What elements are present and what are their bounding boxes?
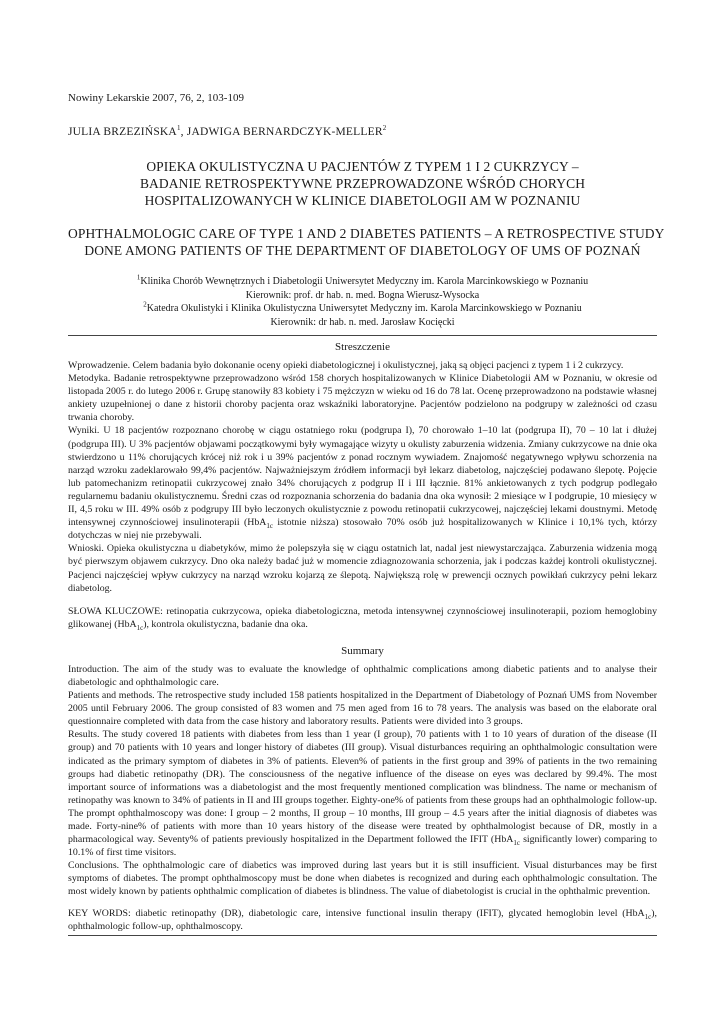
streszczenie-heading: Streszczenie [335,341,390,353]
journal-citation: Nowiny Lekarskie 2007, 76, 2, 103-109 [68,92,244,104]
affiliation-2-mark: 2 [143,300,147,309]
author-1-affil-mark: 1 [176,124,181,133]
summary-heading: Summary [341,644,384,657]
abstract-en-methods: Patients and methods. The retrospective study included 158 patients hospitalized in the Department of Diabetology of Poznań UMS from November 2005 until February 2006. The group consisted of 83 women and 75 men aged from 16 to 78 years. The analysis was based on the elaborate oral questionnaire completed with data from the case history and laboratory results. Patients were divided into 3 groups. [68,690,657,728]
author-line [68,126,657,138]
affiliation-1-head: Kierownik: prof. dr hab. n. med. Bogna Wierusz-Wysocka [245,289,480,301]
affiliations [68,275,657,329]
title-polish-line: BADANIE RETROSPEKTYWNE PRZEPROWADZONE WŚRÓD CHORYCH [139,176,586,191]
abstract-pl-results-text-end: istotnie niższa) stosowało 70% osób już hospitalizowanych w Klinice i 10,1% tych, którzy dotychczas w niej nie przebywali. [68,517,658,542]
abstract-pl-conclusions: Wnioski. Opieka okulistyczna u diabetyków, mimo że polepszyła się w ciągu ostatnich lat, nadal jest niewystarczająca. Zaburzenia widzenia mogą być pierwszym objawem cukrzycy. Dno oka należy badać już w momencie zdiagnozowania schorzenia, jak i podczas każdej kontroli okulistycznej. Pacjenci najczęściej wpływ cukrzycy na narząd wzroku kojarzą ze ślepotą. Największą rolę w prewencji ocznych powikłań cukrzycy pełni lekarz diabetolog. [68,543,657,594]
divider [68,935,657,936]
hba1c-subscript: 1c [266,522,273,531]
keywords-en-text: KEY WORDS: diabetic retinopathy (DR), diabetologic care, intensive functional insulin therapy (IFIT), glycated hemoglobin level (HbA [68,907,645,919]
abstract-pl-results-text: Wyniki. U 18 pacjentów rozpoznano chorobę w ciągu ostatniego roku (podgrupa I), 70 chorowało 1–10 lat (podgrupa II), 70 – 10 lat i dłużej (podgrupa III). U 3% pacjentów objawami początkowymi były wymagające wizyty u okulisty zaburzenia widzenia. Zmiany cukrzycowe na dnie oka stwierdzono u 11% chorujących krócej niż rok i u 39% pacjentów z ponad rocznym wywiadem. Znajomość negatywnego wpływu schorzenia na narząd wzroku zadeklarowało 99,4% pacjentów. Najważniejszym źródłem informacji był lekarz diabetolog, najczęściej podawano ślepotę. Pojęcie lub patomechanizm retinopatii cukrzycowej znało 34% chorujących z podgrup II i III łącznie. 81% ankietowanych z tych podgrup podlegało regularnemu badaniu okulistycznemu. Średni czas od rozpoznania schorzenia do badania dna oka wynosił: 2 miesiące w I podgrupie, 10 miesięcy w II, 4,5 roku w III. 49% osób z podgrupy III było leczonych okulistycznie z powodu retinopatii cukrzycowej, najczęściej lekami doustnymi. Metodę intensywnej czynnościowej insulinoterapii (HbA [68,425,657,529]
abstract-en-results-text: Results. The study covered 18 patients with diabetes from less than 1 year (I group), 70 patients with 1 to 10 years of duration of the disease (II group) and 70 patients with 10 years and longer history of diabetes (III group). Visual disturbances requiring an ophthalmologic consultation were indicated as the primary symptom of diabetes in 3% of patients. Eleven% of patients in the first group and 39% of patients in the two remaining groups had diabetic retinopathy (DR). The consciousness of the negative influence of the disease on eyes was declared by 99.4%. The most important source of informations was a diabetologist and the most frequently mentioned complication was blindness. The name or mechanism of retinopathy was known to 34% of patients in II and III groups together. Eighty-one% of patients from these groups had an ophthalmologic follow-up. The prompt ophthalmoscopy was done: I group – 2 months, II group – 10 months, III group – 4.5 years after the initial diagnosis of diabetes was made. Forty-nine% of patients with more than 10 years history of the disease were treated by ophthalmologist because of DR, mostly in a pharmacological way. Seventy% of patients previously hospitalized in the Department followed the IFIT (HbA [68,729,657,846]
hba1c-subscript: 1c [136,623,144,632]
abstract-en-results [68,728,657,859]
abstract-polish [68,359,657,595]
author-1: JULIA BRZEZIŃSKA [68,126,177,138]
keywords-pl-text: SŁOWA KLUCZOWE: retinopatia cukrzycowa, opieka diabetologiczna, metoda intensywnej czynnościowej insulinoterapii, poziom hemoglobiny glikowanej (HbA [68,605,657,630]
hba1c-subscript: 1c [644,912,652,921]
divider [68,335,657,336]
abstract-en-results-text-end: significantly lower) comparing to 10.1% of first time visitors. [68,834,658,859]
abstract-pl-methods: Metodyka. Badanie retrospektywne przeprowadzono wśród 158 chorych hospitalizowanych w Klinice Diabetologii AM w Poznaniu, w okresie od listopada 2005 r. do lutego 2006 r. Grupę stanowiły 83 kobiety i 75 mężczyzn w wieku od 16 do 78 lat. Ocenę przeprowadzono na podstawie własnej ankiety uzupełnionej o dane z historii choroby pacjenta oraz wskaźniki laboratoryjne. Pacjentów podzielono na podgrupy w zależności od czasu trwania choroby. [68,373,657,424]
affiliation-1-text: Klinika Chorób Wewnętrznych i Diabetologii Uniwersytet Medyczny im. Karola Marcinkowskiego w Poznaniu [140,276,589,287]
affiliation-2-text: Katedra Okulistyki i Klinika Okulistyczna Uniwersytet Medyczny im. Karola Marcinkowskiego w Poznaniu [146,303,582,314]
author-2-affil-mark: 2 [382,124,387,133]
abstract-pl-introduction: Wprowadzenie. Celem badania było dokonanie oceny opieki diabetologicznej i okulistycznej, jaką są objęci pacjenci z typem 1 i 2 cukrzycy. [68,360,624,371]
title-english [68,225,665,259]
keywords-polish [68,605,657,631]
keywords-english [68,907,657,933]
affiliation-2 [68,302,657,316]
affiliation-1-mark: 1 [136,273,141,282]
keywords-en-text-end: ), ophthalmologic follow-up, ophthalmoscopy. [68,907,657,932]
hba1c-subscript: 1c [513,839,520,848]
abstract-pl-results [68,424,657,542]
author-2: JADWIGA BERNARDCZYK-MELLER [186,126,383,138]
title-english-line: OPHTHALMOLOGIC CARE OF TYPE 1 AND 2 DIABETES PATIENTS – A RETROSPECTIVE STUDY [68,226,665,241]
abstract-en-introduction: Introduction. The aim of the study was to evaluate the knowledge of ophthalmic complications among diabetic patients and to analyse their diabetologic and ophthalmologic care. [68,663,657,688]
title-english-line: DONE AMONG PATIENTS OF THE DEPARTMENT OF DIABETOLOGY OF UMS OF POZNAŃ [84,243,641,258]
title-polish-line: OPIEKA OKULISTYCZNA U PACJENTÓW Z TYPEM 1 I 2 CUKRZYCY – [146,159,579,174]
title-polish-line: HOSPITALIZOWANYCH W KLINICE DIABETOLOGII AM W POZNANIU [144,193,581,208]
affiliation-2-head: Kierownik: dr hab. n. med. Jarosław Kocięcki [270,316,455,328]
author-separator: , [180,126,187,138]
abstract-english [68,663,657,899]
affiliation-1 [68,275,657,289]
abstract-en-conclusions: Conclusions. The ophthalmologic care of diabetics was improved during last years but it is still insufficient. Visual disturbances may be first symptoms of diabetes. The prompt ophthalmoscopy must be done when diabetes is recognized and during each ophthalmologic consultation. The most widely known by patients ophthalmic complication of diabetes is blindness. The value of diabetologist is crucial in the ophthalmic prevention. [68,860,657,898]
article-page [68,92,665,936]
title-polish [68,158,657,209]
keywords-pl-text-end: ), kontrola okulistyczna, badanie dna oka. [143,618,308,630]
